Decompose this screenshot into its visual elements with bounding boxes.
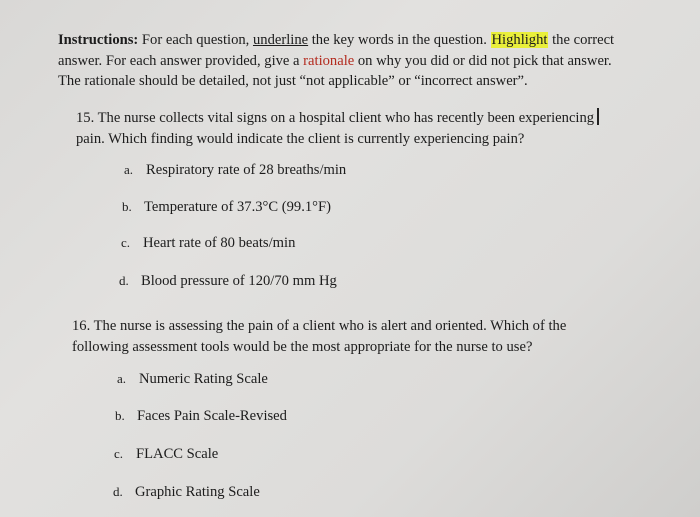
option-text: Heart rate of 80 beats/min [143, 235, 296, 251]
option-text: Numeric Rating Scale [139, 371, 268, 387]
option-text: Respiratory rate of 28 breaths/min [146, 162, 347, 178]
instructions-line-3: The rationale should be detailed, not just “not applicable” or “incorrect answer”. [58, 73, 528, 89]
q15-option-a[interactable] [124, 162, 346, 179]
option-letter: d. [119, 273, 129, 288]
option-letter: d. [113, 484, 123, 499]
option-text: Temperature of 37.3°C (99.1°F) [144, 199, 331, 215]
option-letter: c. [121, 235, 131, 250]
instructions-label: Instructions: [58, 32, 139, 48]
instructions-text: For each question, [138, 32, 253, 48]
option-text: Faces Pain Scale-Revised [137, 408, 287, 424]
q16-option-b[interactable] [115, 408, 287, 425]
underline-word: underline [252, 32, 309, 48]
question-15-line-2: pain. Which finding would indicate the client is currently experiencing pain? [76, 130, 525, 147]
q16-option-d[interactable] [113, 484, 260, 501]
option-text: FLACC Scale [136, 446, 219, 462]
option-letter: a. [124, 162, 134, 177]
question-text: 15. The nurse collects vital signs on a hospital client who has recently been experiencing [76, 110, 595, 126]
question-15 [76, 108, 599, 149]
q15-option-c[interactable] [121, 235, 295, 252]
instructions-line-2 [58, 51, 668, 72]
question-15-line-1 [76, 108, 599, 129]
option-letter: a. [117, 371, 127, 386]
q15-option-d[interactable] [119, 273, 337, 290]
option-text: Blood pressure of 120/70 mm Hg [141, 273, 337, 289]
instructions-text: on why you did or did not pick that answer. [354, 52, 612, 69]
instructions-line-1 [58, 30, 668, 51]
instructions-text: answer. For each answer provided, give a [58, 52, 304, 69]
question-16-line-2: following assessment tools would be the most appropriate for the nurse to use? [72, 338, 533, 355]
option-letter: b. [115, 408, 125, 423]
question-16-line-1: 16. The nurse is assessing the pain of a client who is alert and oriented. Which of the [72, 318, 567, 334]
text-cursor [597, 108, 599, 125]
rationale-word: rationale [303, 52, 355, 69]
q15-option-b[interactable] [122, 199, 331, 216]
instructions-text: the key words in the question. [308, 32, 491, 48]
option-letter: b. [122, 199, 132, 214]
q16-option-c[interactable] [114, 446, 218, 463]
instructions-text: the correct [548, 32, 615, 48]
option-letter: c. [114, 446, 124, 461]
question-16 [72, 316, 566, 357]
option-text: Graphic Rating Scale [135, 484, 260, 500]
q16-option-a[interactable] [117, 371, 268, 388]
instructions-block [58, 30, 668, 92]
highlight-word: Highlight [491, 32, 548, 48]
